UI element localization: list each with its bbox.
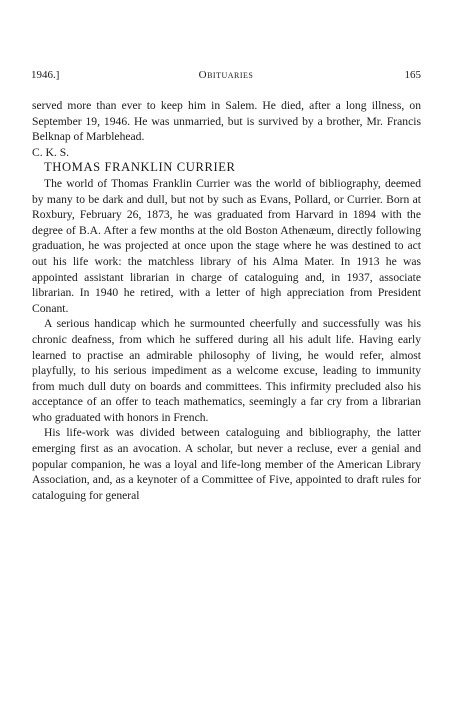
running-head-title: Obituaries bbox=[198, 69, 254, 81]
continuation-paragraph: served more than ever to keep him in Salem. He died, after a long illness, on September 19, 1946. He was unmarried, but is survived by a brother, Mr. Francis Belknap of Marblehead. bbox=[32, 99, 421, 144]
obituary-heading: THOMAS FRANKLIN CURRIER bbox=[44, 160, 236, 175]
running-head-date: 1946.] bbox=[31, 69, 60, 81]
page-number: 165 bbox=[404, 69, 421, 81]
obituary-paragraph-1: The world of Thomas Franklin Currier was the world of bibliography, deemed by many to be dark and dull, but not by such as Evans, Pollard, or Currier. Born at Roxbury, February 26, 1873, he was graduated from Harvard in 1894 with the degree of B.A. After a few months at the old Boston Athenæum, directly following graduation, he was projected at once upon the stage where he was destined to act out his life work: the matchless library of his Alma Mater. In 1913 he was appointed assistant librarian in charge of cataloguing and, in 1937, associate librarian. In 1940 he retired, with a letter of high appreciation from President Conant. bbox=[32, 176, 421, 315]
author-initials: C. K. S. bbox=[32, 145, 70, 159]
obituary-paragraph-3: His life-work was divided between cataloguing and bibliography, the latter emerging first as an avocation. A scholar, but never a recluse, ever a genial and popular companion, he was a loyal and life-long member of the American Library Association, and, as a keynoter of a Committee of Five, appointed to draft rules for cataloguing for general bbox=[32, 426, 421, 502]
obituary-paragraph-2: A serious handicap which he surmounted cheerfully and successfully was his chronic deafness, from which he suffered during all his adult life. Having early learned to practise an admirable philosophy of living, he would refer, almost playfully, to his serious impediment as a welcome excuse, leading to immunity from much dull duty on boards and committees. This infirmity precluded also his acceptance of an offer to teach mathematics, seemingly a far cry from a librarian who graduated with honors in French. bbox=[32, 317, 421, 424]
body-text bbox=[32, 98, 421, 503]
